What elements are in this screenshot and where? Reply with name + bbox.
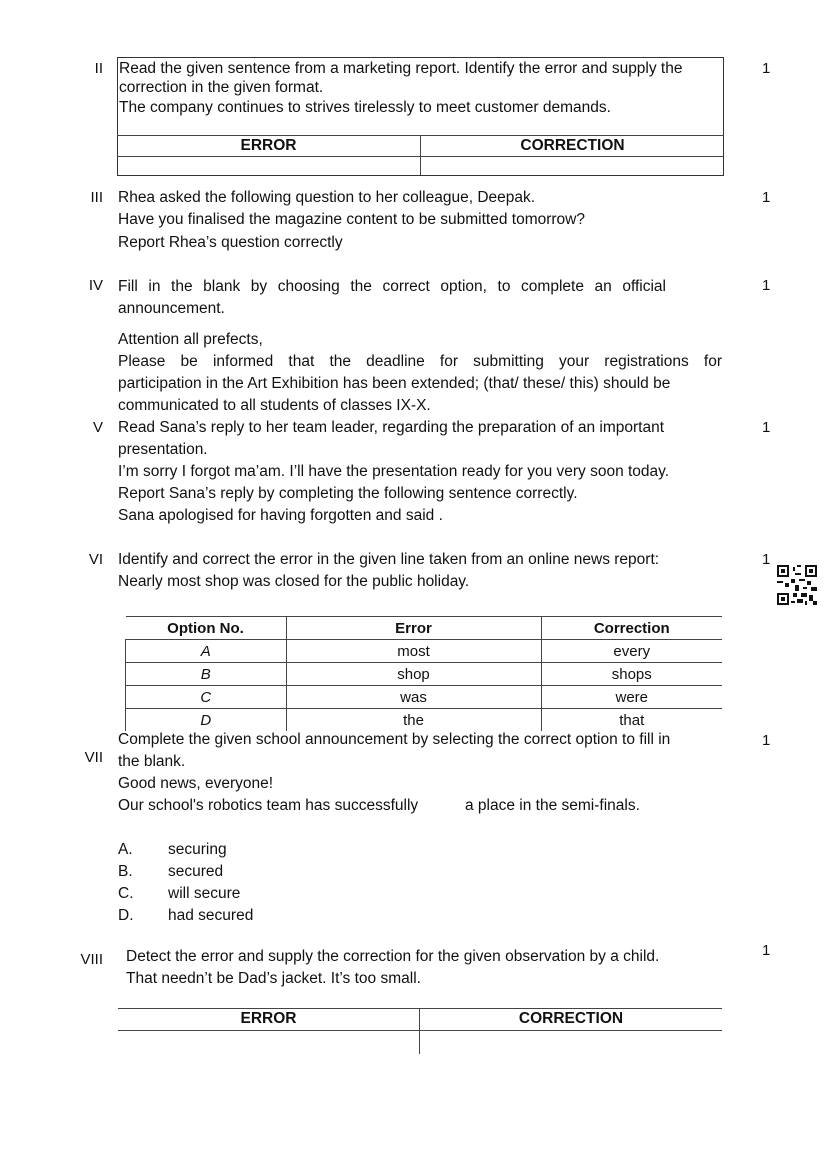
question-text: Detect the error and supply the correction for the given observation by a child. xyxy=(126,948,660,965)
option-letter: D xyxy=(126,709,287,732)
question-text: Please be informed that the deadline for submitting your registrations for xyxy=(118,353,722,370)
question-number: VIII xyxy=(80,951,103,968)
table-header: Correction xyxy=(541,617,722,640)
question-text: Rhea asked the following question to her colleague, Deepak. xyxy=(118,189,536,206)
instruction-line: correction in the given format. xyxy=(119,79,324,96)
option-text[interactable]: secured xyxy=(168,863,224,880)
question-text: Have you finalised the magazine content to be submitted tomorrow? xyxy=(118,211,585,228)
table-row[interactable] xyxy=(126,640,723,663)
option-letter: A. xyxy=(118,841,133,858)
option-correction: shops xyxy=(541,663,722,686)
table-header: Error xyxy=(286,617,541,640)
option-letter: D. xyxy=(118,907,134,924)
option-text[interactable]: had secured xyxy=(168,907,254,924)
option-text[interactable]: securing xyxy=(168,841,227,858)
question-text: participation in the Art Exhibition has been extended; (that/ these/ this) should be xyxy=(118,375,671,392)
table-row[interactable] xyxy=(126,686,723,709)
error-answer-cell[interactable] xyxy=(118,1031,418,1053)
question-number: VII xyxy=(84,749,103,766)
option-letter: C. xyxy=(118,885,134,902)
table-row[interactable] xyxy=(126,709,723,732)
error-correction-table xyxy=(117,135,724,175)
question-marks: 1 xyxy=(762,277,771,294)
question-number: VI xyxy=(88,551,103,568)
error-answer-cell[interactable] xyxy=(117,157,421,175)
option-letter: B. xyxy=(118,863,133,880)
question-text: Nearly most shop was closed for the public holiday. xyxy=(118,573,470,590)
question-number: II xyxy=(94,60,103,77)
question-text: Good news, everyone! xyxy=(118,775,274,792)
option-letter: B xyxy=(126,663,287,686)
question-marks: 1 xyxy=(762,419,771,436)
error-header: ERROR xyxy=(240,1010,297,1027)
sentence-text: The company continues to strives tirelessly to meet customer demands. xyxy=(119,99,611,116)
question-text: announcement. xyxy=(118,300,225,317)
correction-answer-cell[interactable] xyxy=(421,157,725,175)
correction-header: CORRECTION xyxy=(421,136,725,157)
option-correction: were xyxy=(541,686,722,709)
option-error: was xyxy=(286,686,541,709)
option-error: most xyxy=(286,640,541,663)
question-box xyxy=(117,57,724,176)
question-text: Fill in the blank by choosing the correct option, to complete an official xyxy=(118,278,666,295)
table-header: Option No. xyxy=(126,617,287,640)
question-text: Read Sana’s reply to her team leader, regarding the preparation of an important xyxy=(118,419,664,436)
option-letter: A xyxy=(126,640,287,663)
question-text: a place in the semi-finals. xyxy=(465,797,640,814)
question-text: the blank. xyxy=(118,753,186,770)
option-correction: that xyxy=(541,709,722,732)
option-error: the xyxy=(286,709,541,732)
question-marks: 1 xyxy=(762,189,771,206)
question-marks: 1 xyxy=(762,60,771,77)
question-marks: 1 xyxy=(762,942,771,959)
question-text: presentation. xyxy=(118,441,208,458)
question-number: III xyxy=(90,189,103,206)
question-marks: 1 xyxy=(762,551,771,568)
question-text: I’m sorry I forgot ma’am. I’ll have the presentation ready for you very soon today. xyxy=(118,463,670,480)
option-letter: C xyxy=(126,686,287,709)
qr-code-icon xyxy=(777,565,817,605)
correction-answer-cell[interactable] xyxy=(420,1031,722,1053)
option-text[interactable]: will secure xyxy=(168,885,241,902)
question-text: Report Rhea’s question correctly xyxy=(118,234,343,251)
question-text: Our school's robotics team has successfully xyxy=(118,797,419,814)
question-text: Complete the given school announcement by selecting the correct option to fill in xyxy=(118,731,671,748)
error-header: ERROR xyxy=(117,136,421,157)
question-text: Identify and correct the error in the given line taken from an online news report: xyxy=(118,551,660,568)
options-table xyxy=(125,616,722,731)
question-text: That needn’t be Dad’s jacket. It’s too small. xyxy=(126,970,421,987)
question-text: Report Sana’s reply by completing the following sentence correctly. xyxy=(118,485,578,502)
table-row[interactable] xyxy=(126,663,723,686)
question-text: communicated to all students of classes IX-X. xyxy=(118,397,431,414)
option-error: shop xyxy=(286,663,541,686)
option-correction: every xyxy=(541,640,722,663)
instruction-line: Read the given sentence from a marketing report. Identify the error and supply the xyxy=(119,60,683,77)
question-text: Attention all prefects, xyxy=(118,331,263,348)
correction-header: CORRECTION xyxy=(518,1010,624,1027)
question-number: V xyxy=(92,419,103,436)
question-marks: 1 xyxy=(762,732,771,749)
question-number: IV xyxy=(88,277,103,294)
question-text: Sana apologised for having forgotten and said . xyxy=(118,507,443,524)
